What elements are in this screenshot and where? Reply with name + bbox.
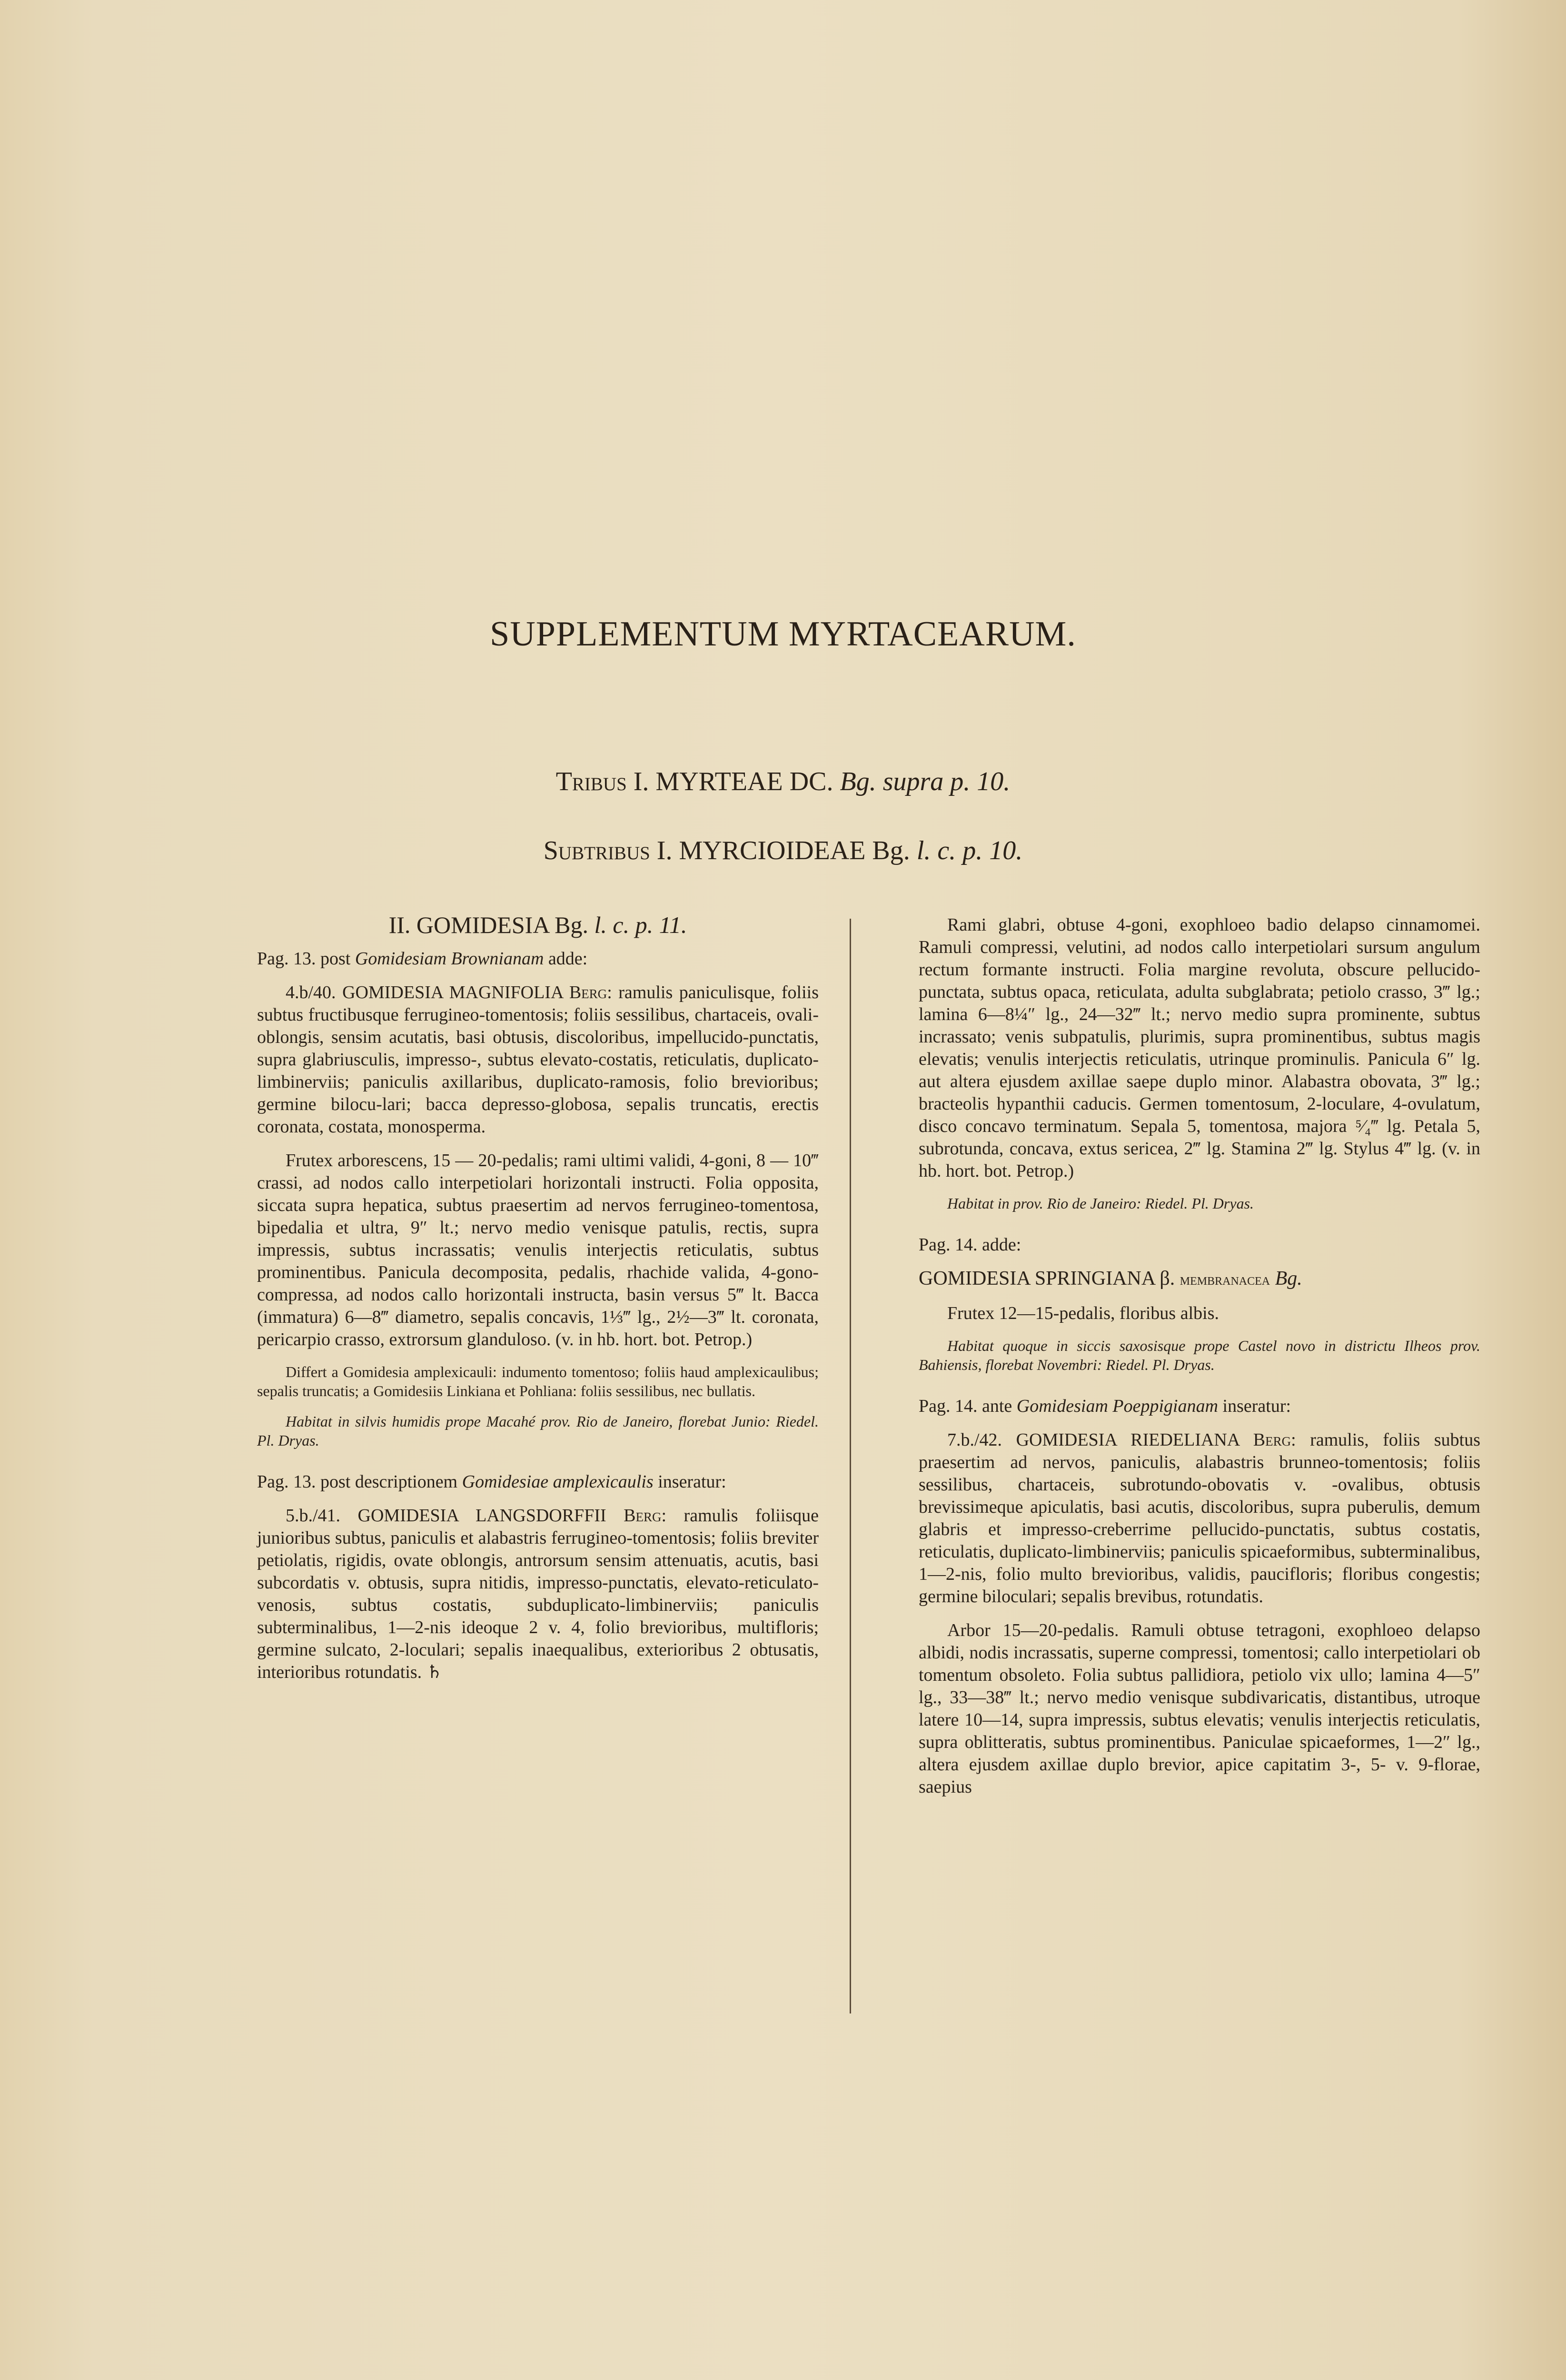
species-riedeliana-name: 7.b./42. GOMIDESIA RIEDELIANA	[947, 1430, 1239, 1450]
species-magnifolia-author: Berg	[569, 982, 607, 1002]
page-ref-4-species: Gomidesiam Poeppigianam	[1016, 1396, 1219, 1416]
species-magnifolia-diagnosis	[257, 982, 819, 1138]
page-ref-4	[919, 1395, 1480, 1418]
genus-heading	[257, 914, 819, 936]
page-ref-2-species: Gomidesiae amplexicaulis	[462, 1472, 654, 1492]
left-column	[257, 914, 819, 1695]
tribus-ref: Bg. supra p. 10.	[840, 767, 1011, 796]
species-springiana-description: Frutex 12—15-pedalis, floribus albis.	[947, 1303, 1219, 1323]
species-langsdorffii-diag-text: : ramulis foliisque junioribus subtus, paniculis et alabastris ferrugineo-tomentosis; foliis breviter petiolatis, rigidis, ovate oblongis, antrorsum sensim attenuatis, acutis, basi subcordatis v. obtusis, supra nitidis, impresso-punctatis, elevato-reticulato-venosis, subtus costatis, subduplicato-limbinerviis; paniculis subterminalibus, 1—2-nis ideoque 2 v. 4, folio brevioribus, multifloris; germine sulcato, 2-loculari; sepalis inaequalibus, exterioribus 2 obtusatis, interioribus rotundatis. ♄	[257, 1506, 819, 1682]
genus-ref: l. c. p. 11.	[594, 912, 687, 938]
species-springiana-habitat: Habitat quoque in siccis saxosisque prope Castel novo in districtu Ilheos prov. Bahiensis, florebat Novembri: Riedel. Pl. Dryas.	[919, 1337, 1480, 1373]
species-magnifolia-name: 4.b/40. GOMIDESIA MAGNIFOLIA	[286, 982, 563, 1002]
subtribus-label: Subtribus	[543, 836, 650, 865]
page-ref-1-text: Pag. 13. post	[257, 949, 351, 969]
species-langsdorffii-name: 5.b./41. GOMIDESIA LANGSDORFFII	[286, 1506, 606, 1526]
page-ref-2-end: inseratur:	[658, 1472, 726, 1492]
column-divider	[850, 919, 851, 2013]
species-springiana-author: Bg.	[1275, 1268, 1302, 1289]
page-ref-3: Pag. 14. adde:	[919, 1235, 1021, 1255]
species-langsdorffii-author: Berg	[624, 1506, 662, 1526]
species-langsdorffii-diagnosis	[257, 1505, 819, 1684]
page-ref-1	[257, 948, 819, 970]
species-langsdorffii-habitat: Habitat in prov. Rio de Janeiro: Riedel. Pl. Dryas.	[947, 1195, 1254, 1212]
species-magnifolia-differt: Differt a Gomidesia amplexicauli: indumento tomentoso; foliis haud amplexicaulibus; sepalis truncatis; a Gomidesiis Linkiana et Pohliana: foliis sessilibus, nec bullatis.	[257, 1363, 819, 1399]
right-column	[919, 914, 1480, 1810]
tribus-text: I. MYRTEAE DC.	[633, 767, 833, 796]
species-magnifolia-habitat: Habitat in silvis humidis prope Macahé prov. Rio de Janeiro, florebat Junio: Riedel. Pl. Dryas.	[257, 1413, 819, 1449]
species-riedeliana-diag-text: : ramulis, foliis subtus praesertim ad nervos, paniculis, alabastris brunneo-tomentosis; foliis sessilibus, chartaceis, subrotundo-obovatis v. -ovalibus, obtusis brevissimeque apiculatis, basi acutis, discoloribus, supra puberulis, demum glabris et impresso-creberrime pellucido-punctatis, subtus costatis, reticulatis, duplicato-limbinerviis; paniculis spicaeformibus, subterminalibus, 1—2-nis, folio multo brevioribus, validis, paucifloris; floribus congestis; germine biloculari; sepalis brevibus, rotundatis.	[919, 1430, 1481, 1606]
page-ref-4-end: inseratur:	[1222, 1396, 1291, 1416]
species-riedeliana-author: Berg	[1253, 1430, 1291, 1450]
tribus-label: Tribus	[555, 767, 627, 796]
tribus-heading	[0, 766, 1566, 797]
subtribus-heading	[0, 835, 1566, 866]
page-ref-2-text: Pag. 13. post descriptionem	[257, 1472, 458, 1492]
species-magnifolia-description: Frutex arborescens, 15 — 20-pedalis; rami ultimi validi, 4-goni, 8 — 10‴ crassi, ad nodos callo interpetiolari horizontali instructi. Folia opposita, siccata supra hepatica, subtus praesertim ad nervos ferrugineo-tomentosa, bipedalia et ultra, 9″ lt.; nervo medio venisque patulis, rectis, supra impressis, subtus incrassatis; venulis interjectis reticulatis, subtus prominentibus. Panicula decomposita, pedalis, rhachide valida, 4-gono-compressa, ad nodos callo horizontali instructa, basin versus 5‴ lt. Bacca (immatura) 6—8‴ diametro, sepalis concavis, 1⅓‴ lg., 2½—3‴ lt. coronata, pericarpio crasso, extrorsum glanduloso. (v. in hb. hort. bot. Petrop.)	[257, 1150, 819, 1349]
species-springiana-name: GOMIDESIA SPRINGIANA β.	[919, 1268, 1175, 1289]
species-springiana-variety: membranacea	[1179, 1271, 1270, 1289]
genus-text: II. GOMIDESIA Bg.	[388, 912, 589, 938]
page-ref-4-text: Pag. 14. ante	[919, 1396, 1012, 1416]
species-magnifolia-diag-text: : ramulis paniculisque, foliis subtus fructibusque ferrugineo-tomentosis; foliis sessilibus, chartaceis, ovali-oblongis, sensim acutatis, basi obtusis, discoloribus, impellucido-punctatis, supra glabriusculis, impresso-, subtus elevato-costatis, reticulatis, duplicato-limbinerviis; paniculis axillaribus, duplicato-ramosis, folio brevioribus; germine bilocu-lari; bacca depresso-globosa, sepalis truncatis, erectis coronata, costata, monosperma.	[257, 982, 819, 1137]
species-riedeliana-diagnosis	[919, 1429, 1480, 1608]
subtribus-text: I. MYRCIOIDEAE Bg.	[656, 836, 910, 865]
page-ref-2	[257, 1471, 819, 1493]
subtribus-ref: l. c. p. 10.	[916, 836, 1023, 865]
page-ref-1-species: Gomidesiam Brownianam	[355, 949, 544, 969]
species-springiana-heading	[919, 1268, 1480, 1291]
page-ref-1-end: adde:	[548, 949, 588, 969]
species-langsdorffii-description: Rami glabri, obtuse 4-goni, exophloeo badio delapso cinnamomei. Ramuli compressi, velutini, ad nodos callo interpetiolari sursum angulum rectum formante instructi. Folia margine revoluta, obscure pellucido-punctata, subtus opaca, reticulata, adulta subglabrata; petiolo crasso, 3‴ lg.; lamina 6—8¼″ lg., 24—32‴ lt.; nervo medio supra prominente, subtus incrassato; venis subpatulis, plurimis, supra prominentibus, subtus magis elevatis; venulis interjectis reticulatis, utrinque prominulis. Panicula 6″ lg. aut altera ejusdem axillae saepe duplo minor. Alabastra obovata, 3‴ lg.; bracteolis hypanthii caducis. Germen tomentosum, 2-loculare, 4-ovulatum, disco concavo terminatum. Sepala 5, tomentosa, majora ⁵⁄₄‴ lg. Petala 5, subrotunda, concava, extus sericea, 2‴ lg. Stamina 2‴ lg. Stylus 4‴ lg. (v. in hb. hort. bot. Petrop.)	[919, 915, 1480, 1181]
page-title: SUPPLEMENTUM MYRTACEARUM.	[490, 615, 1076, 654]
species-riedeliana-description: Arbor 15—20-pedalis. Ramuli obtuse tetragoni, exophloeo delapso albidi, nodis incrassatis, superne compressi, tomentosi; callo interpetiolari ob tomentum obsoleto. Folia subtus pallidiora, petiolo vix ullo; lamina 4—5″ lg., 33—38‴ lt.; nervo medio venisque subdivaricatis, distantibus, utroque latere 10—14, supra impressis, subtus elevatis; venulis interjectis reticulatis, supra oblitteratis, subtus prominentibus. Paniculae spicaeformes, 1—2″ lg., altera ejusdem axillae duplo brevior, apice capitatim 3-, 5- v. 9-florae, saepius	[919, 1620, 1480, 1797]
